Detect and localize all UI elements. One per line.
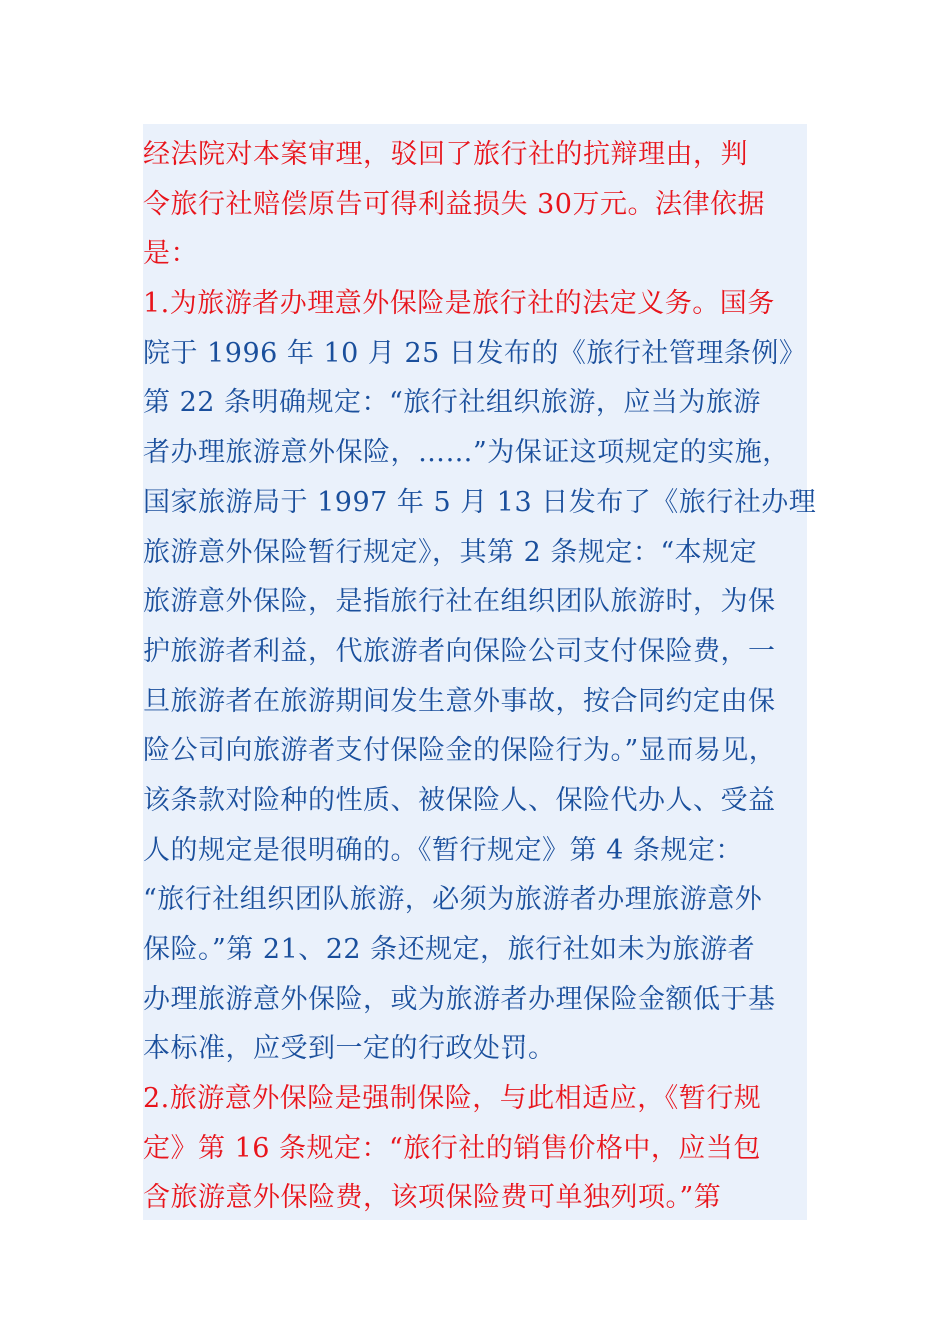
text-line: 定》第 16 条规定：“旅行社的销售价格中，应当包 (143, 1132, 761, 1164)
text-line: 险公司向旅游者支付保险金的保险行为。”显而易见， (143, 735, 777, 767)
text-line: “旅行社组织团队旅游，必须为旅游者办理旅游意外 (143, 884, 763, 916)
text-line: 旦旅游者在旅游期间发生意外事故，按合同约定由保 (143, 685, 776, 717)
text-line: 2.旅游意外保险是强制保险，与此相适应，《暂行规 (143, 1083, 762, 1115)
text-line: 经法院对本案审理，驳回了旅行社的抗辩理由，判 (143, 139, 748, 170)
text-line: 第 22 条明确规定：“旅行社组织旅游，应当为旅游 (143, 387, 761, 419)
text-line: 本标准，应受到一定的行政处罚。 (143, 1033, 556, 1065)
text-line: 该条款对险种的性质、被保险人、保险代办人、受益 (143, 784, 776, 816)
text-line: 保险。”第 21、22 条还规定，旅行社如未为旅游者 (143, 934, 756, 965)
text-line: 护旅游者利益，代旅游者向保险公司支付保险费，一 (143, 635, 776, 667)
text-line: 者办理旅游意外保险，……”为保证这项规定的实施， (143, 437, 790, 469)
text-line: 是： (143, 238, 198, 270)
text-line: 国家旅游局于 1997 年 5 月 13 日发布了《旅行社办理 (143, 486, 817, 518)
text-line: 令旅行社赔偿原告可得利益损失 30万元。法律依据 (143, 188, 765, 220)
text-block (143, 124, 817, 1220)
text-line: 院于 1996 年 10 月 25 日发布的《旅行社管理条例》 (143, 337, 807, 369)
text-line: 含旅游意外保险费，该项保险费可单独列项。”第 (143, 1182, 722, 1214)
text-line: 办理旅游意外保险，或为旅游者办理保险金额低于基 (143, 983, 776, 1015)
text-line: 1.为旅游者办理意外保险是旅行社的法定义务。国务 (143, 288, 775, 320)
text-line: 人的规定是很明确的。《暂行规定》第 4 条规定： (143, 834, 743, 866)
text-line: 旅游意外保险暂行规定》，其第 2 条规定：“本规定 (143, 536, 758, 568)
text-line: 旅游意外保险，是指旅行社在组织团队旅游时，为保 (143, 586, 776, 618)
